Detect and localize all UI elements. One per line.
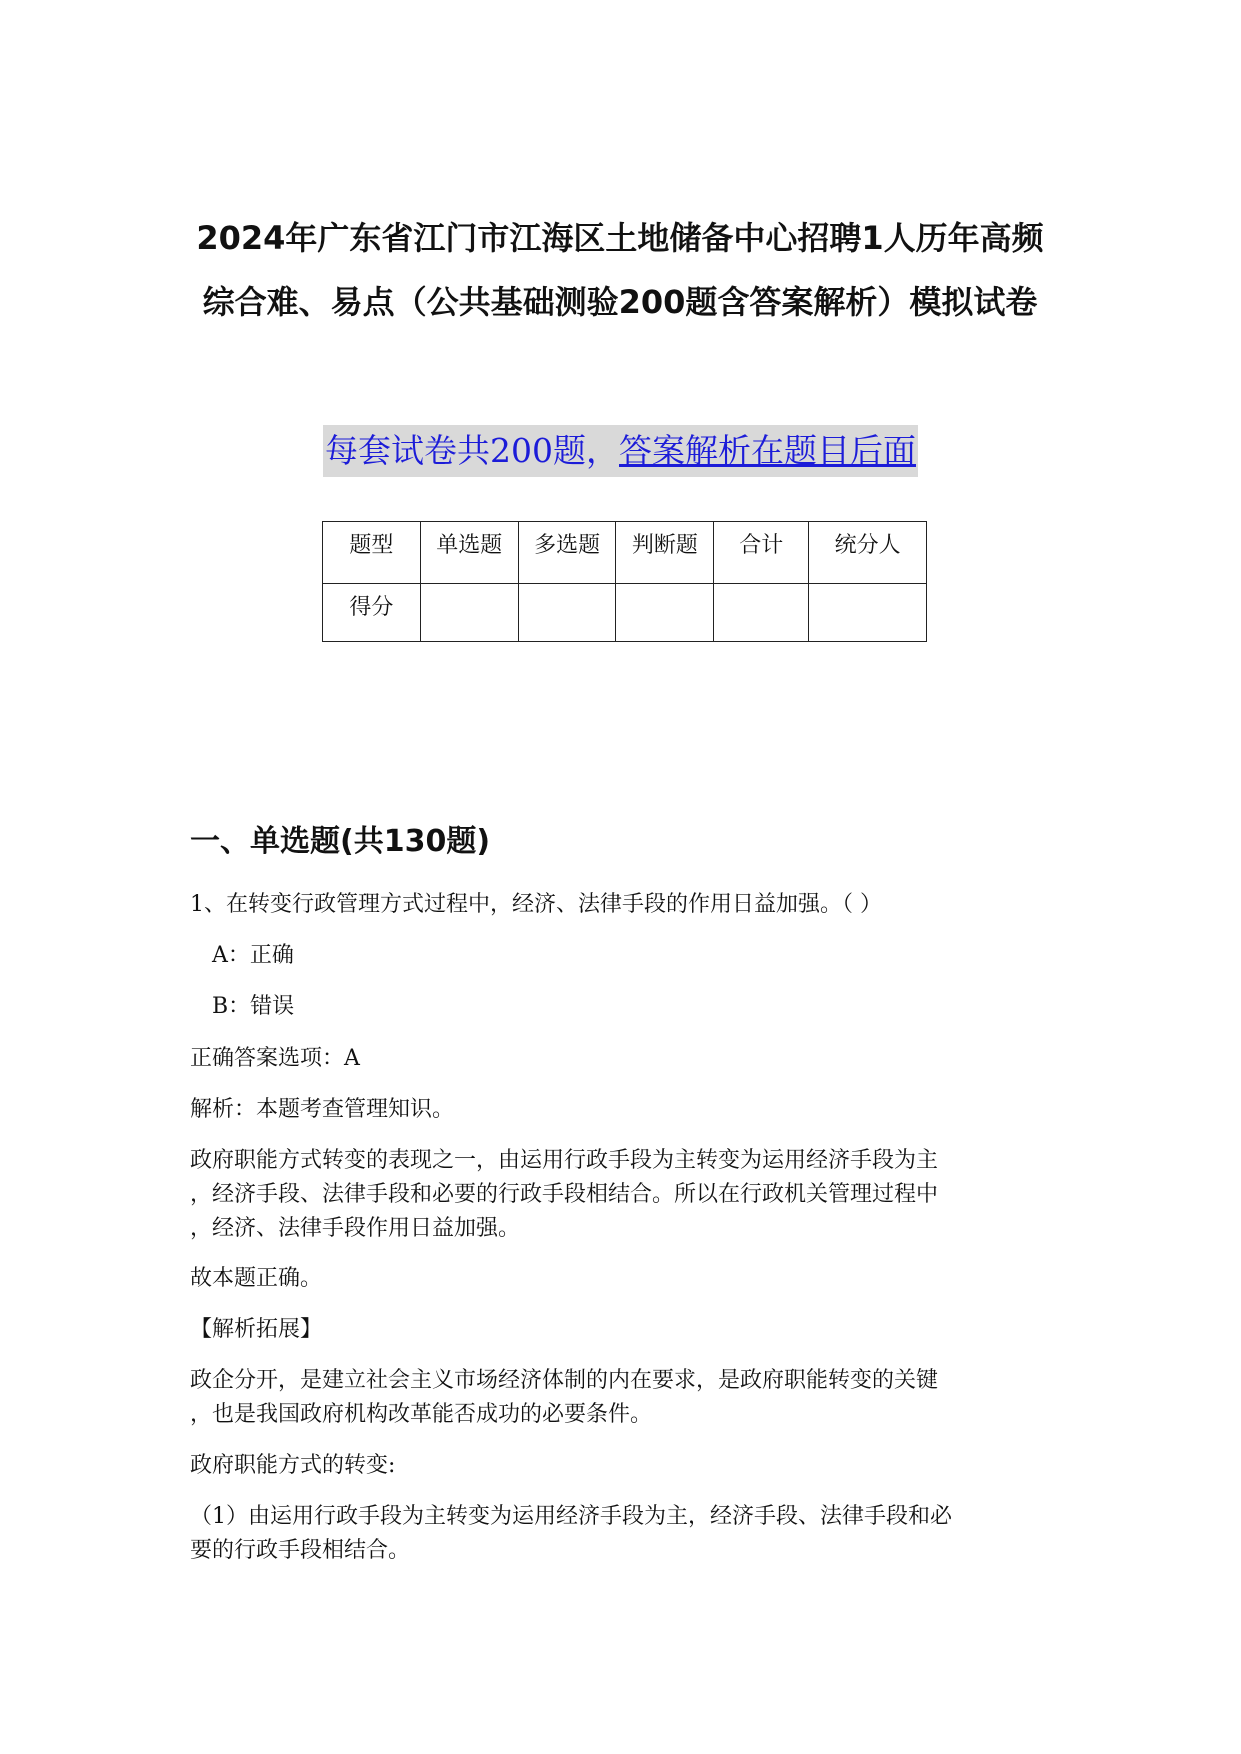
extension-line-1: 政企分开，是建立社会主义市场经济体制的内在要求，是政府职能转变的关键 (190, 1368, 939, 1393)
document-title (150, 206, 1090, 334)
change-heading: 政府职能方式的转变: (190, 1453, 396, 1478)
answer-link[interactable]: 答案解析在题目后面 (619, 431, 916, 470)
extension-line-2: ，也是我国政府机构改革能否成功的必要条件。 (190, 1402, 653, 1427)
score-table (322, 521, 927, 642)
header-cell-type: 题型 (323, 522, 421, 584)
score-cell-multi (518, 584, 616, 642)
analysis-line-2: ，经济手段、法律手段和必要的行政手段相结合。所以在行政机关管理过程中 (190, 1182, 939, 1207)
change-item-1-line-1: （1）由运用行政手段为主转变为运用经济手段为主，经济手段、法律手段和必 (190, 1504, 952, 1529)
change-item-1-line-2: 要的行政手段相结合。 (190, 1538, 411, 1563)
score-cell-total (714, 584, 809, 642)
score-cell-judge (616, 584, 714, 642)
score-cell-scorer (809, 584, 927, 642)
analysis-intro: 解析：本题考查管理知识。 (190, 1097, 455, 1122)
question-stem: 1、在转变行政管理方式过程中，经济、法律手段的作用日益加强。（ ） (190, 892, 882, 917)
title-line-2: 综合难、易点（公共基础测验200题含答案解析）模拟试卷 (202, 283, 1038, 321)
score-cell-single (420, 584, 518, 642)
header-cell-total: 合计 (714, 522, 809, 584)
analysis-line-1: 政府职能方式转变的表现之一，由运用行政手段为主转变为运用经济手段为主 (190, 1148, 939, 1173)
score-table-header-row (323, 522, 927, 584)
header-cell-multi: 多选题 (518, 522, 616, 584)
analysis-line-3: ，经济、法律手段作用日益加强。 (190, 1216, 521, 1241)
header-cell-judge: 判断题 (616, 522, 714, 584)
option-b: B：错误 (212, 994, 295, 1019)
extension-paragraph (190, 1364, 1050, 1432)
option-a: A：正确 (212, 943, 294, 968)
header-cell-single: 单选题 (420, 522, 518, 584)
banner-wrapper (0, 425, 1241, 477)
analysis-paragraph (190, 1144, 1050, 1246)
change-item-1 (190, 1500, 1050, 1568)
row-label-score: 得分 (323, 584, 421, 642)
score-table-score-row (323, 584, 927, 642)
section-heading: 一、单选题(共130题) (190, 824, 491, 859)
answer-line: 正确答案选项：A (190, 1046, 360, 1071)
title-line-1: 2024年广东省江门市江海区土地储备中心招聘1人历年高频 (196, 219, 1044, 257)
conclusion-line: 故本题正确。 (190, 1266, 323, 1291)
banner-prefix: 每套试卷共200题， (325, 431, 619, 470)
info-banner (323, 425, 918, 477)
header-cell-scorer: 统分人 (809, 522, 927, 584)
extension-heading: 【解析拓展】 (190, 1317, 323, 1342)
